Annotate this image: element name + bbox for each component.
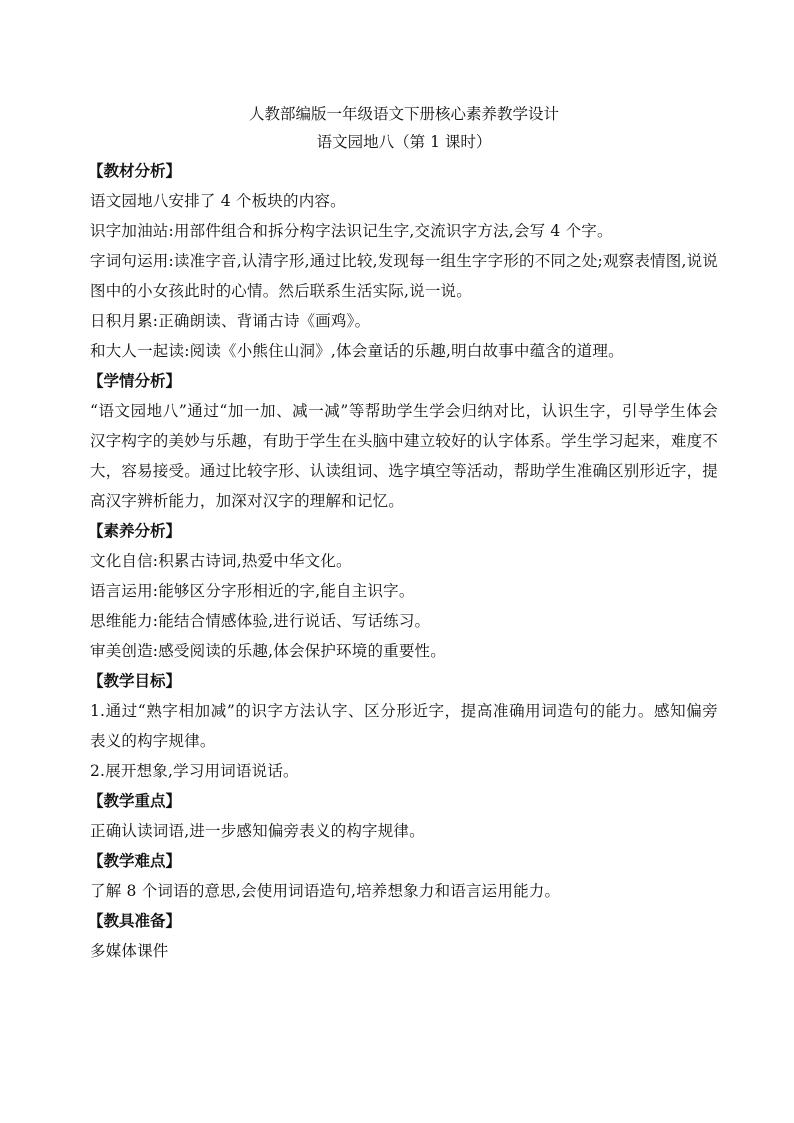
paragraph: 多媒体课件 [90, 942, 169, 960]
section-heading: 【教学重点】 [88, 791, 182, 810]
section-heading: 【教材分析】 [88, 161, 182, 180]
section-teaching-difficulty [90, 846, 718, 906]
section-heading: 【教具准备】 [88, 911, 182, 930]
paragraph: 2.展开想象,学习用词语说话。 [90, 762, 299, 780]
document-title: 人教部编版一年级语文下册核心素养教学设计 [248, 105, 559, 123]
section-textbook-analysis [90, 156, 718, 366]
section-teaching-goals [90, 666, 718, 786]
section-heading: 【教学目标】 [88, 671, 182, 690]
paragraph: 思维能力:能结合情感体验,进行说话、写话练习。 [90, 612, 431, 630]
paragraph: 正确认读词语,进一步感知偏旁表义的构字规律。 [90, 822, 425, 840]
section-teaching-aids [90, 906, 718, 966]
paragraph: 文化自信:积累古诗词,热爱中华文化。 [90, 552, 352, 570]
section-teaching-focus [90, 786, 718, 846]
paragraph: 字词句运用:读准字音,认清字形,通过比较,发现每一组生字字形的不同之处;观察表情图,说说图中的小女孩此时的心情。然后联系生活实际,说一说。 [90, 252, 718, 300]
paragraph: 语文园地八安排了 4 个板块的内容。 [90, 192, 346, 210]
section-heading: 【素养分析】 [88, 521, 182, 540]
section-heading: 【学情分析】 [88, 371, 182, 390]
paragraph: 语言运用:能够区分字形相近的字,能自主识字。 [90, 582, 415, 600]
paragraph: 了解 8 个词语的意思,会使用词语造句,培养想象力和语言运用能力。 [90, 882, 561, 900]
paragraph: 识字加油站:用部件组合和拆分构字法识记生字,交流识字方法,会写 4 个字。 [90, 222, 613, 240]
section-heading: 【教学难点】 [88, 851, 182, 870]
document-subtitle: 语文园地八（第 1 课时） [316, 133, 492, 151]
section-learner-analysis [90, 366, 718, 516]
section-literacy-analysis [90, 516, 718, 666]
paragraph: 1.通过“熟字相加减”的识字方法认字、区分形近字，提高准确用词造句的能力。感知偏旁表义的构字规律。 [90, 702, 718, 750]
paragraph: 审美创造:感受阅读的乐趣,体会保护环境的重要性。 [90, 642, 446, 660]
paragraph: 和大人一起读:阅读《小熊住山洞》,体会童话的乐趣,明白故事中蕴含的道理。 [90, 342, 624, 360]
paragraph: “语文园地八”通过“加一加、减一减”等帮助学生学会归纳对比，认识生字，引导学生体会汉字构字的美妙与乐趣，有助于学生在头脑中建立较好的认字体系。学生学习起来，难度不大，容易接受。通过比较字形、认读组词、选字填空等活动，帮助学生准确区别形近字，提高汉字辨析能力，加深对汉字的理解和记忆。 [90, 402, 719, 510]
paragraph: 日积月累:正确朗读、背诵古诗《画鸡》。 [90, 312, 371, 330]
